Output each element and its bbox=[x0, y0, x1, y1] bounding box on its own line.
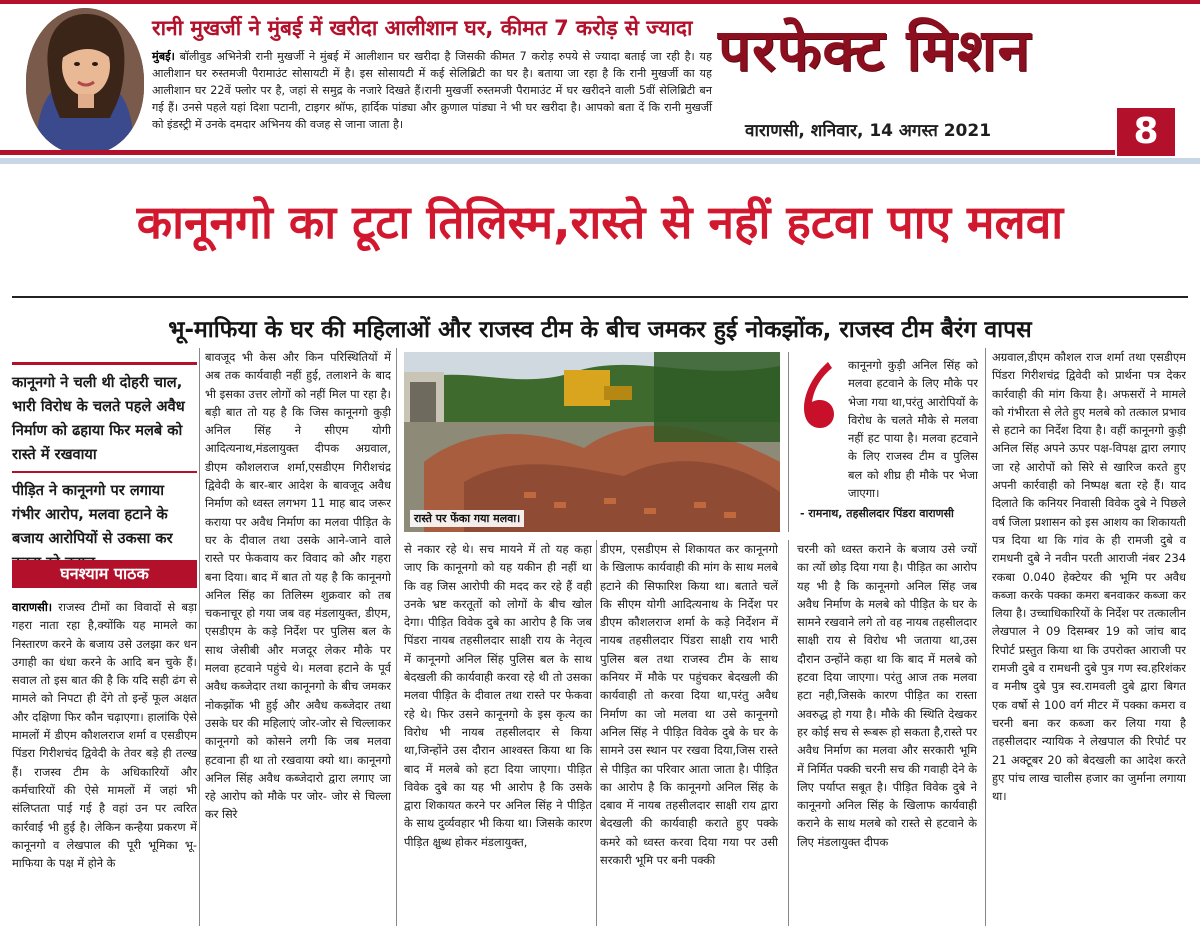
column-divider bbox=[788, 540, 789, 926]
quote-credit: - रामनाथ, तहसीलदार पिंडरा वाराणसी bbox=[800, 507, 954, 520]
highlight-item: पीड़ित ने कानूनगो पर लगाया गंभीर आरोप, मलवा हटाने के बजाय आरोपियों से उकसा कर bbox=[12, 471, 197, 579]
article-column-5: चरनी को ध्वस्त कराने के बजाय उसे ज्यों का त्यों छोड़ दिया गया है। पीड़ित का आरोप यह भी है कि कानूनगो अनिल सिंह जब अवैध निर्माण के मलबे को पीड़ित के घर के सामने रखवाने लगे तो वह नायब तहसीलदार साक्षी राय से विरोध भी जताया था,उस दौरान उन्होंने कहा था कि बाद में मलबे को हटवा दिया जाएगा। परंतु आज तक मलवा हटा नही,जिसके कारण पीड़ित का रास्ता अवरुद्ध हो गया है। मौके की स्थिति देखकर हर कोई सच से रूबरू हो सकता है,रास्ते पर अवैध निर्माण का मलवा और सरकारी भूमि में निर्मित पक्की चरनी सच की गवाही देने के लिए पर्याप्त सबूत है। पीड़ित विवेक दुबे ने कानूनगो अनिल सिंह के खिलाफ कार्यवाही कराने के साथ मलबे को रास्ते से हटवाने के लिए मंडलायुक्त दीपक bbox=[797, 542, 977, 849]
article-column-4: डीएम, एसडीएम से शिकायत कर कानूनगो के खिलाफ कार्यवाही की मांग के साथ मलबे हटाने की सिफारिश किया था। बताते चलें कि सीएम योगी आदित्यनाथ के निर्देश पर डीएम कौशलराज शर्मा के कड़े निर्देशन में नायब तहसीलदार पिंडरा साक्षी राय भारी पुलिस बल तथा राजस्व टीम के साथ कनियर में मौके पर पहुंचकर बेदखली की कार्यवाही तो करवा दिया था,परंतु अवैध निर्माण का जो मलवा था उसे कानूनगो अनिल सिंह ने पीड़ित विवेक दुबे के घर के सामने उस स्थान पर रखवा दिया,जिस रास्ते से पीड़ित का परिवार आता जाता है। पीड़ित का आरोप है कि कानूनगो अनिल सिंह के दबाव में नायब तहसीलदार साक्षी राय द्वारा बेदखली की कार्यवाही कराते हुए पक्के कमरे को ध्वस्त करवा दिया गया पर उसी सरकारी भूमि पर बनी पक्की bbox=[600, 542, 778, 868]
teaser-text bbox=[152, 48, 712, 133]
newspaper-brand: परफेक्ट मिशन bbox=[718, 16, 1031, 84]
column-divider bbox=[199, 348, 200, 926]
article-column-6: अग्रवाल,डीएम कौशल राज शर्मा तथा एसडीएम पिंडरा गिरीशचंद्र द्विवेदी को प्रार्थना पत्र देकर कार्रवाही की मांग किया है। अफसरों ने मामले को गंभीरता से लेते हुए मलबे को तत्काल प्रभाव से हटाने का निर्देश दिया है। वहीं कानूनगो कुड़ी अनिल सिंह अपने ऊपर पक्ष-विपक्ष द्वारा लगाए जा रहे आरोपों को सिरे से खारिज करते हुए अपनी कार्रवाही को निष्पक्ष बता रहे हैं। याद दिलाते कि कनियर निवासी विवेक दुबे ने पिछले वर्ष जिला प्रशासन को इस आशय का शिकायती पत्र दिया था कि गांव के ही रामजी दुबे व रामधनी दुबे ने नवीन परती आराजी नंबर 234 रकबा 0.040 हेक्टेयर की भूमि पर अवैध कब्जा करके पक्का कमरा बनवाकर कब्जा कर लिया है। उच्चाधिकारियों के निर्देश पर तत्कालीन लेखपाल ने 09 दिसम्बर 19 को जांच बाद रिपोर्ट प्रस्तुत किया था कि उपरोक्त आराजी पर रामजी दुबे व रामधनी दुबे पुत्र गण स्व.हरिशंकर व मनीष दुबे पुत्र स्व.रामवली दुबे द्वारा बिगत एक वर्षो से 100 वर्ग मीटर में पक्का कमरा व चरनी बना कर कब्जा कर लिया गया है तहसीलदार न्यायिक ने लेखपाल की रिपोर्ट पर 21 अक्टूबर 20 को बेदखली का आदेश करते हुए पांच लाख चालीस हजार का जुर्माना लगाया था। bbox=[992, 350, 1186, 804]
headline-divider bbox=[12, 296, 1188, 298]
masthead-red-rule bbox=[0, 150, 1115, 155]
photo-caption: रास्ते पर फेंका गया मलवा। bbox=[410, 510, 524, 527]
teaser-body: बॉलीवुड अभिनेत्री रानी मुखर्जी ने मुंबई में आलीशान घर खरीदा है जिसकी कीमत 7 करोड़ रुपये से ज्यादा बताई जा रही है। यह आलीशान घर रुस्तमजी पैरामाउंट सोसायटी में है। इस सोसायटी में कई सेलिब्रिटी का घर है। बताया जा रहा है कि रानी मुखर्जी का यह आलीशान घर 22वें फ्लोर पर है, जहां से समुद्र के नजारे दिखते हैं।रानी मुखर्जी रुस्तमजी पैरामाउंट में घर खरीदने वाली 5वीं सेलिब्रिटी बन गई हैं। उनसे पहले यहां दिशा पटानी, टाइगर श्रॉफ, हार्दिक पांड्या और क्रुणाल पांड्या ने भी घर खरीदा है। आपको बता दें कि रानी मुखर्जी को इंडस्ट्री में उनके दमदार अभिनय की वजह से जाना जाता है। bbox=[152, 50, 712, 131]
teaser-lead: मुंबई। bbox=[152, 50, 175, 63]
page-subheadline: भू-माफिया के घर की महिलाओं और राजस्व टीम के बीच जमकर हुई नोकझोंक, राजस्व टीम बैरंग वापस bbox=[168, 317, 1032, 343]
news-photo bbox=[404, 352, 780, 532]
article-column-3: से नकार रहे थे। सच मायने में तो यह कहा जाए कि कानूनगो को यह यकीन ही नहीं था कि वह जिस आरोपी की मदद कर रहे हैं वही उनके भ्रष्ट करतूतों को लोगों के बीच खोल देगा। पीड़ित विवेक दुबे का आरोप है कि जब पिंडरा नायब तहसीलदार साक्षी राय के नेतृत्व में कानूनगो अनिल सिंह पुलिस बल के साथ बेदखली की कार्यवाही करवा रहे थी तो उसका मलवा पीड़ित के दीवाल तथा रास्ते पर फेकवा रहे थे। फिर उसने कानूनगो के इस कृत्य का विरोध भी नायब तहसीलदार से किया था,जिन्होंने उस दौरान आश्वस्त किया था कि बाद में मलबे को हटा दिया जाएगा। पीड़ित विवेक दुबे का यह भी आरोप है कि उसके द्वारा शिकायत करने पर अनिल सिंह ने पीड़ित के साथ दुर्व्यवहार भी किया था। जिसके कारण पीड़ित क्षुब्ध होकर मंडलायुक्त, bbox=[404, 542, 592, 849]
column-divider bbox=[985, 348, 986, 926]
top-stripe bbox=[0, 0, 1200, 4]
highlight-box bbox=[12, 362, 197, 579]
debris-photo bbox=[404, 352, 780, 532]
masthead bbox=[0, 0, 1200, 168]
article-column-1 bbox=[12, 598, 197, 926]
actress-portrait bbox=[26, 8, 144, 154]
column-divider bbox=[396, 348, 397, 926]
page-number: 8 bbox=[1117, 108, 1175, 156]
dateline: वाराणसी, शनिवार, 14 अगस्त 2021 bbox=[745, 121, 992, 141]
article-column-2: बावजूद भी केस और किन परिस्थितियों में अब तक कार्यवाही नहीं हुई, तलाशने के बाद भी इसका उत्तर लोगों को नहीं मिल पा रहा है। बड़ी बात तो यह है कि जिस कानूनगो कुड़ी अनिल सिंह ने सीएम योगी आदित्यनाथ,मंडलायुक्त दीपक अग्रवाल, डीएम कौशलराज शर्मा,एसडीएम गिरीशचंद्र द्विवेदी के बार-बार आदेश के बावजूद अवैध निर्माण को ध्वस्त लगभग 11 माह बाद जरूर कराया पर अवैध निर्माण का मलवा पीड़ित के घर के दीवाल तथा उसके आने-जाने वाले रास्ते पर फेकवाय कर विवाद को और गहरा बना दिया। बाद में बात तो यह है कि कानूनगो अनिल सिंह का तिलिस्म शुक्रवार को तब चकनाचूर हो गया जब वह मंडलायुक्त, डीएम, एसडीएम के कड़े निर्देश पर पुलिस बल के साथ जेसीबी और मजदूर लेकर मौके पर मलवा हटवाने पहुंचे थे। मलवा हटाने के पूर्व अवैध कब्जेदार तथा कानूनगो के बीच जमकर नोकझोंक भी हुई और अवैध कब्जेदार तथा उसके घर की महिलाएं जोर-जोर से चिल्लाकर कानूनगो को कोसने लगी कि जब मलवा हटवाना ही था तो रखवाया क्यो था। कानूनगो अनिल सिंह अवैध कब्जेदारो द्वारा लगाए जा रहे आरोप को मौके पर जोर- जोर से चिल्ला कर सिरे bbox=[205, 350, 391, 822]
column-divider bbox=[596, 540, 597, 926]
quote-glyph bbox=[798, 360, 842, 430]
column-text: राजस्व टीमों का विवादों से बड़ा गहरा नाता रहा है,क्योंकि यह मामले का निस्तारण करने के बजाय उसे उलझा कर धन उगाही का धंधा करने के आदि बन चुके हैं। सवाल तो इस बात की है कि यदि सही ढंग से मामले को निपटा ही देंगे तो इन्हें फूल अक्षत और दक्षिणा फिर कौन चढ़ाएगा। हालांकि ऐसे मामलों में डीएम कौशलराज शर्मा व एसडीएम पिंडरा गिरीशचंद द्विवेदी के तेवर बड़े ही तल्ख हैं। राजस्व टीम के अधिकारियों और कर्मचारियों की ऐसे मामलों में जहां भी संलिप्तता पाई गई है वहां उन पर त्वरित कार्रवाई भी हुई है। लेकिन कन्हैया प्रकरण में कानूनगो व लेखपाल की पूरी भूमिका भू-माफिया के पक्ष में होने के bbox=[12, 600, 197, 871]
masthead-band bbox=[0, 158, 1200, 164]
dateline-lead: वाराणसी। bbox=[12, 600, 53, 614]
column-divider bbox=[788, 352, 789, 532]
byline: घनश्याम पाठक bbox=[12, 560, 197, 588]
quote-mark-icon bbox=[798, 360, 842, 430]
portrait-image bbox=[26, 8, 144, 154]
teaser-headline: रानी मुखर्जी ने मुंबई में खरीदा आलीशान घर, कीमत 7 करोड़ से ज्यादा bbox=[152, 16, 693, 40]
quote-text: कानूनगो कुड़ी अनिल सिंह को मलवा हटवाने के लिए मौके पर भेजा गया था,परंतु आरोपियों के विरोध के चलते मौके से मलवा नहीं हट पाया है। मलवा हटवाने के लिए राजस्व टीम व पुलिस बल को शीघ्र ही मौके पर भेजा जाएगा। bbox=[848, 358, 978, 501]
page-headline: कानूनगो का टूटा तिलिस्म,रास्ते से नहीं हटवा पाए मलवा bbox=[136, 195, 1064, 249]
highlight-item: कानूनगो ने चली थी दोहरी चाल, भारी विरोध के चलते पहले अवैध निर्माण को ढहाया फिर मलबे को रास्ते में रखवाया bbox=[12, 362, 197, 471]
